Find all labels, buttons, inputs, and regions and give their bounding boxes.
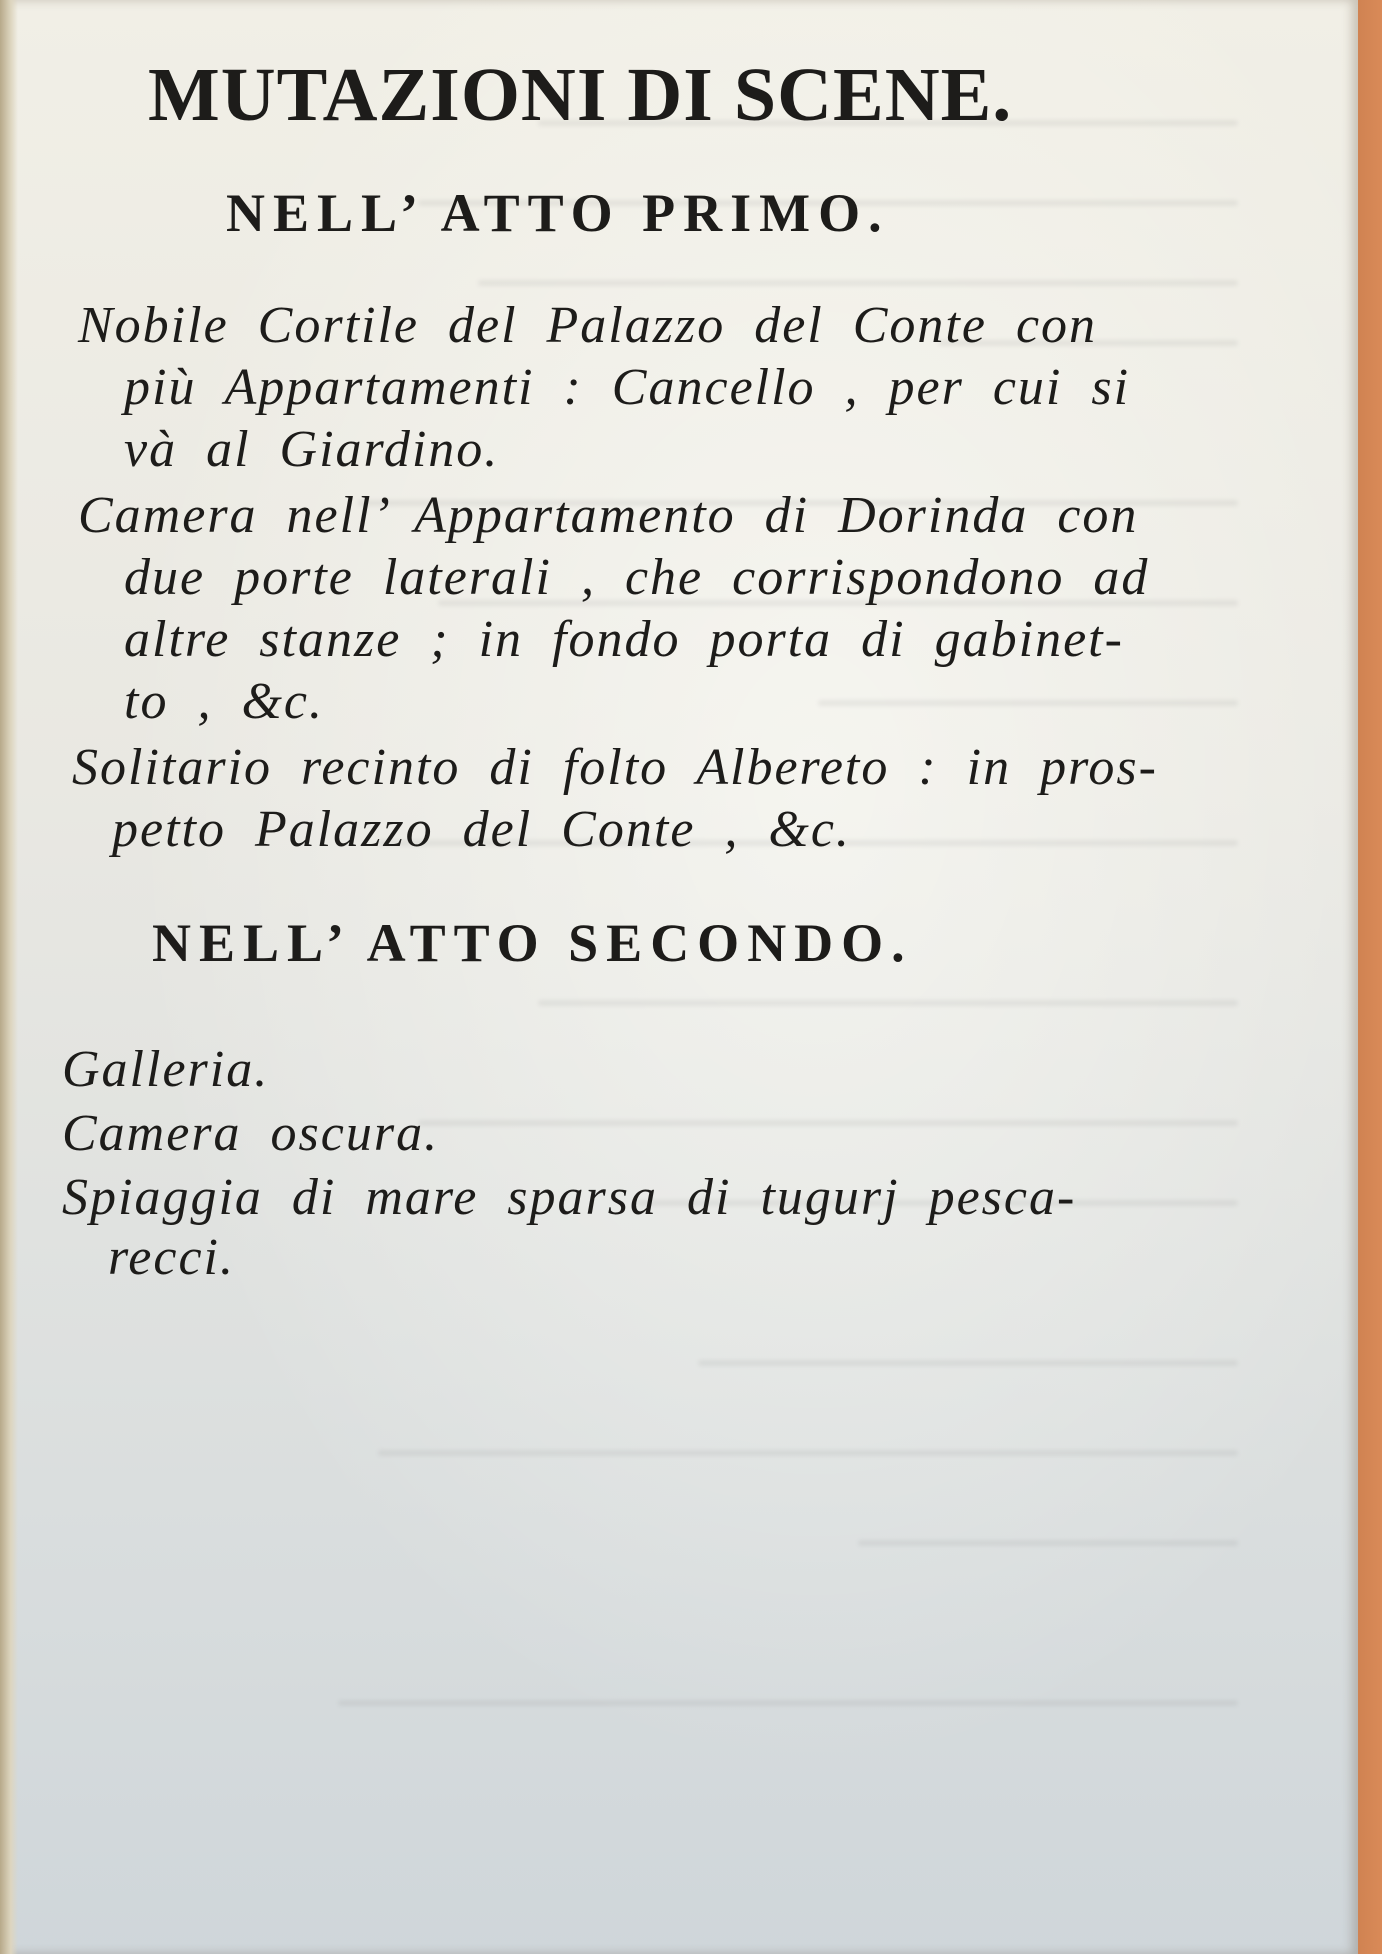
scene-1-line-3: và al Giardino. [124, 421, 500, 478]
scene-1-line-1: Nobile Cortile del Palazzo del Conte con [78, 297, 1098, 354]
scene-2-line-4: to , &c. [124, 673, 324, 730]
scene-3-line-1: Solitario recinto di folto Albereto : in pros- [72, 739, 1158, 796]
scene-6-line-1: Spiaggia di mare sparsa di tugurj pesca- [62, 1169, 1077, 1226]
scene-5-line-1: Camera oscura. [62, 1105, 440, 1162]
scene-1-line-2: più Appartamenti : Cancello , per cui si [124, 359, 1131, 416]
page-title: MUTAZIONI DI SCENE. [148, 53, 1013, 137]
scene-3-line-2: petto Palazzo del Conte , &c. [112, 801, 851, 858]
act-heading-secondo: NELL’ ATTO SECONDO. [152, 913, 913, 973]
scene-2-line-2: due porte laterali , che corrispondono ad [124, 549, 1150, 606]
scene-2-line-3: altre stanze ; in fondo porta di gabinet- [124, 611, 1124, 668]
scene-2-line-1: Camera nell’ Appartamento di Dorinda con [78, 487, 1139, 544]
page-gutter [0, 0, 18, 1954]
scene-6-line-2: recci. [108, 1229, 235, 1286]
act-heading-primo: NELL’ ATTO PRIMO. [226, 183, 890, 243]
scene-4-line-1: Galleria. [62, 1041, 270, 1098]
